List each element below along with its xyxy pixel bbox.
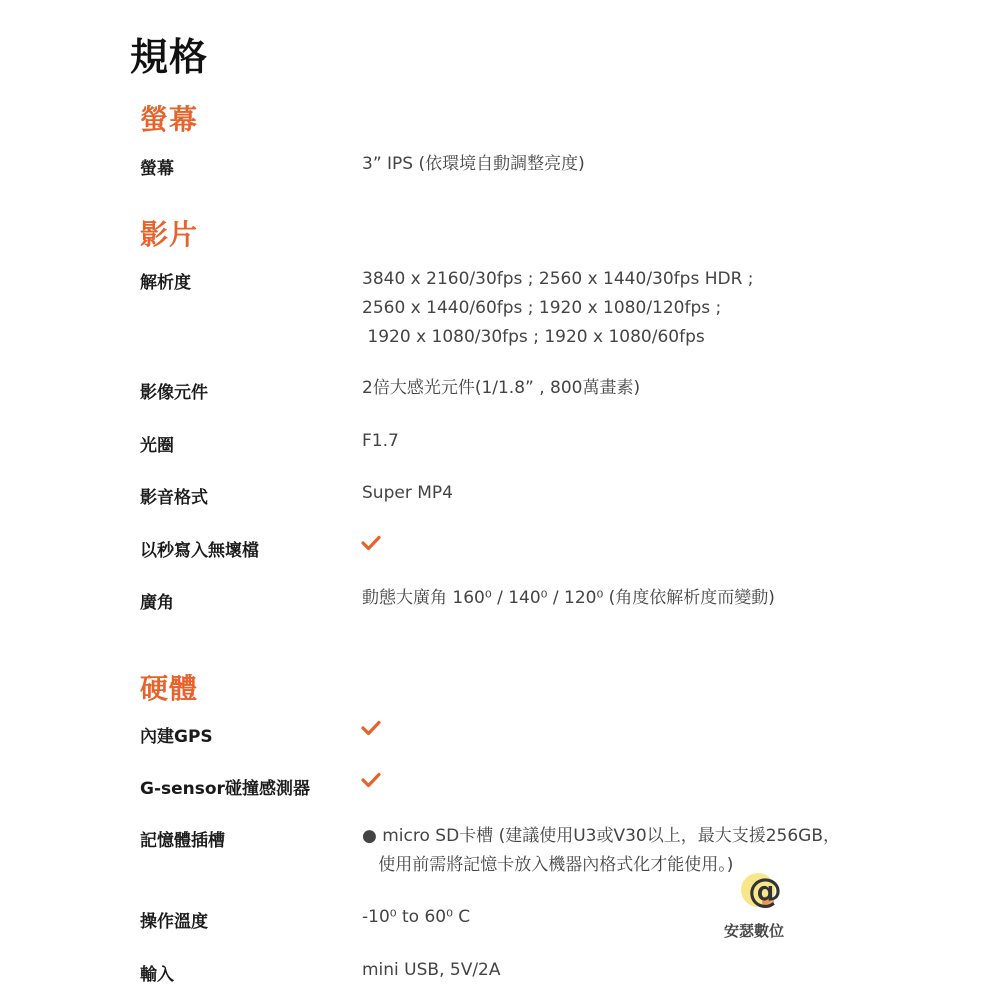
spec-label-format: 影音格式	[140, 488, 208, 508]
spec-value-resolution	[362, 265, 754, 352]
spec-value-temperature: -10⁰ to 60⁰ C	[362, 907, 471, 927]
storage-line: ● micro SD卡槽 (建議使用U3或V30以上，最大支援256GB，	[362, 826, 841, 846]
check-icon	[360, 719, 382, 737]
check-icon	[360, 534, 382, 552]
spec-label-angle: 廣角	[140, 593, 174, 613]
spec-label-gps: 內建GPS	[140, 727, 213, 747]
spec-label-sensor: 影像元件	[140, 383, 208, 403]
resolution-line: 3840 x 2160/30fps ; 2560 x 1440/30fps HDR ;	[362, 269, 754, 289]
spec-value-screen: 3” IPS (依環境自動調整亮度)	[362, 154, 585, 174]
spec-label-screen: 螢幕	[140, 159, 174, 179]
resolution-line: 1920 x 1080/30fps ; 1920 x 1080/60fps	[362, 327, 705, 347]
section-heading-screen: 螢幕	[140, 103, 199, 136]
spec-label-gsensor: G-sensor碰撞感測器	[140, 779, 310, 799]
storage-line: 使用前需將記憶卡放入機器內格式化才能使用。)	[362, 855, 734, 875]
spec-label-resolution: 解析度	[140, 273, 191, 293]
spec-label-seamless: 以秒寫入無壞檔	[140, 541, 259, 561]
spec-value-angle: 動態大廣角 160⁰ / 140⁰ / 120⁰ (角度依解析度而變動)	[362, 588, 775, 608]
spec-label-input: 輸入	[140, 965, 174, 985]
spec-value-aperture: F1.7	[362, 431, 399, 451]
spec-value-sensor: 2倍大感光元件(1/1.8” , 800萬畫素)	[362, 378, 641, 398]
section-heading-hardware: 硬體	[140, 672, 199, 705]
check-icon	[360, 771, 382, 789]
watermark-text: 安瑟數位	[724, 922, 785, 940]
spec-label-storage: 記憶體插槽	[140, 831, 225, 851]
resolution-line: 2560 x 1440/60fps ; 1920 x 1080/120fps ;	[362, 298, 722, 318]
spec-label-aperture: 光圈	[140, 436, 174, 456]
spec-value-format: Super MP4	[362, 483, 453, 503]
spec-label-temperature: 操作溫度	[140, 912, 208, 932]
spec-value-input: mini USB, 5V/2A	[362, 960, 501, 980]
svg-text:@: @	[748, 871, 782, 911]
section-heading-video: 影片	[140, 218, 199, 251]
page-title: 規格	[130, 35, 209, 79]
